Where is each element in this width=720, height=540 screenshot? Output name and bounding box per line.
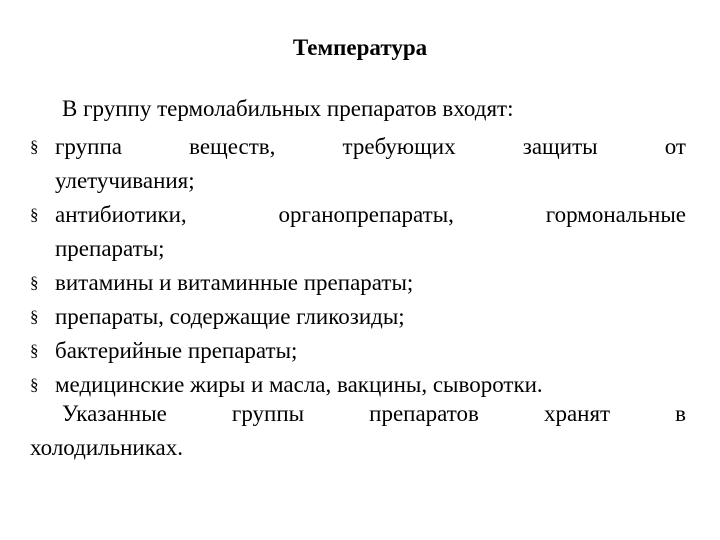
word: от <box>664 134 686 159</box>
word: в <box>675 401 686 426</box>
list-item-text: медицинские жиры и масла, вакцины, сыворотки. <box>55 372 543 397</box>
list-item-text: бактерийные препараты; <box>55 338 298 363</box>
bullet-icon: § <box>30 137 39 156</box>
word: органопрепараты, <box>278 202 454 227</box>
conclusion-line <box>30 397 686 431</box>
bullet-icon: § <box>30 205 39 224</box>
word: группа <box>55 134 122 159</box>
list-item <box>30 334 686 368</box>
intro-text: В группу термолабильных препаратов входят: <box>62 96 514 121</box>
bullet-icon: § <box>30 341 39 360</box>
word: гормональные <box>545 202 686 227</box>
word: требующих <box>342 134 456 159</box>
word: хранят <box>543 401 611 426</box>
list-item <box>30 130 686 198</box>
word: группы <box>231 401 305 426</box>
list-item-line: улетучивания; <box>55 168 195 193</box>
slide-title: Температура <box>292 35 428 60</box>
word: антибиотики, <box>55 202 187 227</box>
bullet-icon: § <box>30 273 39 292</box>
bullet-icon: § <box>30 375 39 394</box>
list-item <box>30 198 686 266</box>
list-item <box>30 266 686 300</box>
list-item <box>30 300 686 334</box>
list-item-text: витамины и витаминные препараты; <box>55 270 414 295</box>
conclusion-line: холодильниках. <box>30 435 184 460</box>
word: защиты <box>522 134 598 159</box>
bullet-list <box>30 130 686 402</box>
list-item-line <box>55 198 686 232</box>
word: веществ, <box>189 134 276 159</box>
word: препаратов <box>369 401 479 426</box>
list-item-line: препараты; <box>55 236 165 261</box>
list-item-text: препараты, содержащие гликозиды; <box>55 304 405 329</box>
bullet-icon: § <box>30 307 39 326</box>
word: Указанные <box>62 401 167 426</box>
conclusion-paragraph <box>30 397 686 465</box>
list-item-line <box>55 130 686 164</box>
